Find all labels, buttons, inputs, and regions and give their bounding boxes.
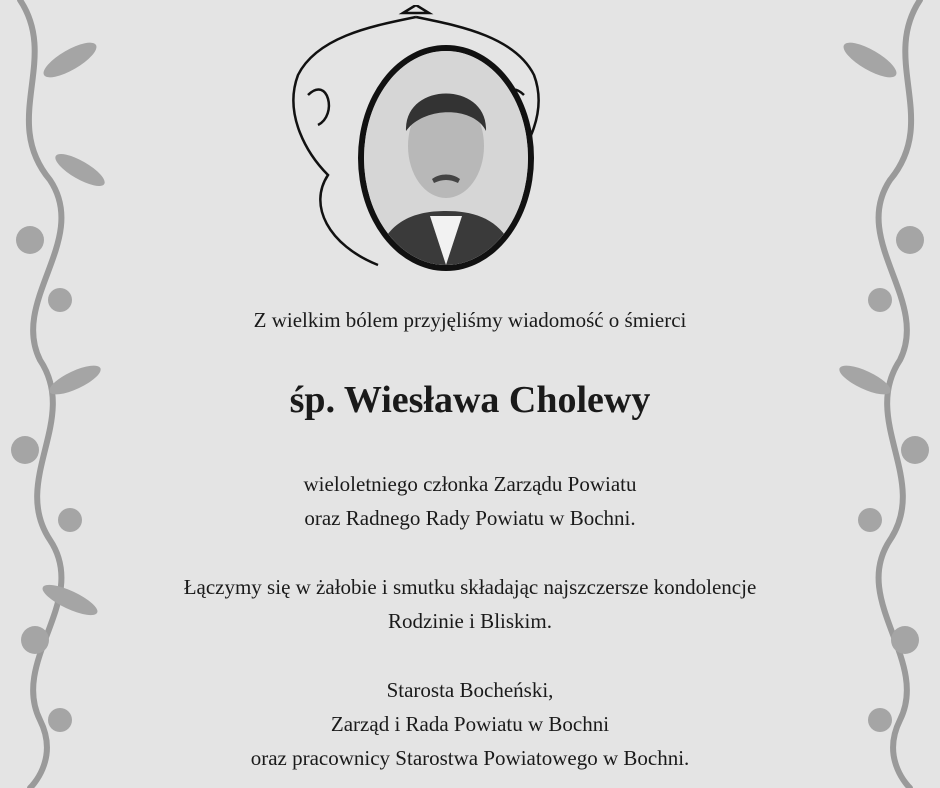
intro-text: Z wielkim bólem przyjęliśmy wiadomość o śmierci [253, 308, 687, 332]
signature-line-1: Starosta Bocheński, [386, 678, 554, 702]
role-line-1: wieloletniego członka Zarządu Powiatu [303, 472, 637, 496]
signature-line-2: Zarząd i Rada Powiatu w Bochni [330, 712, 610, 736]
portrait-photo [358, 45, 534, 271]
condolences-line-2: Rodzinie i Bliskim. [388, 609, 552, 633]
deceased-name: śp. Wiesława Cholewy [289, 379, 651, 421]
signature-line-3: oraz pracownicy Starostwa Powiatowego w Bochni. [250, 746, 690, 770]
role-line-2: oraz Radnego Rady Powiatu w Bochni. [304, 506, 636, 530]
condolences-line-1: Łączymy się w żałobie i smutku składając najszczersze kondolencje [183, 575, 757, 599]
